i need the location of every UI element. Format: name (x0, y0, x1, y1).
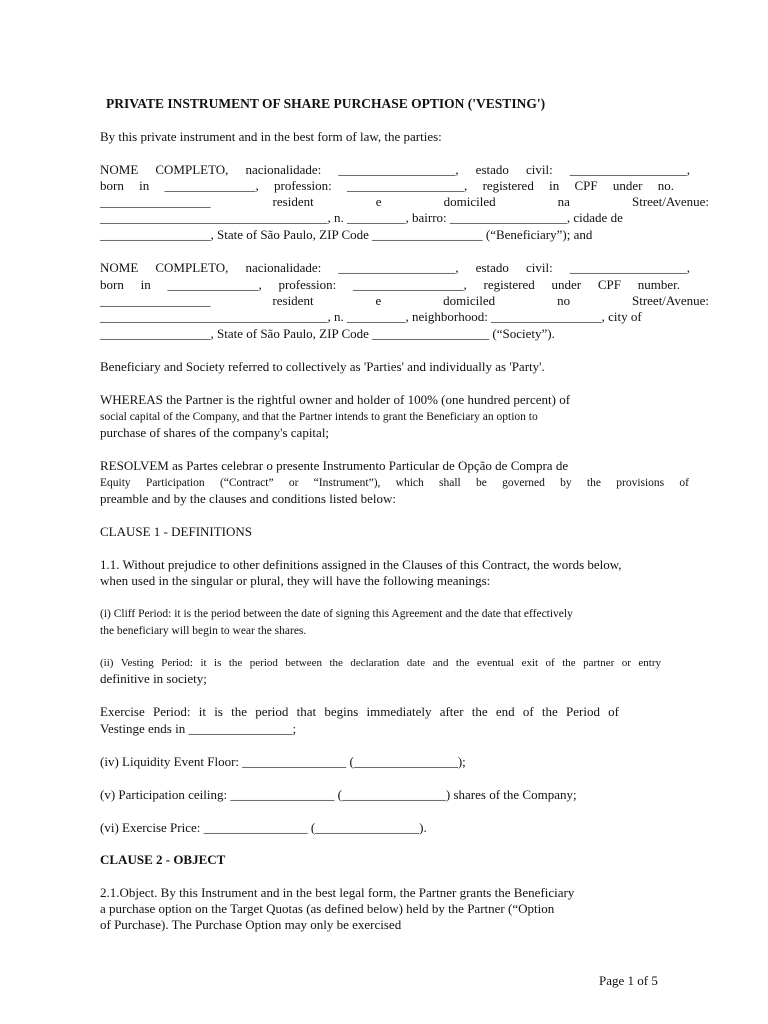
clause-1-1-line-2: when used in the singular or plural, they will have the following meanings: (100, 573, 491, 588)
clause-1-1-line-1: 1.1. Without prejudice to other definitions assigned in the Clauses of this Contract, the words below, (100, 557, 622, 572)
clause-2-1-line-3: of Purchase). The Purchase Option may only be exercised (100, 917, 402, 932)
definition-exercise-period-line-1: Exercise Period: it is the period that begins immediately after the end of the Period of (100, 704, 619, 719)
definition-exercise-price: (vi) Exercise Price: ________________ (________________). (100, 820, 427, 835)
document-title: PRIVATE INSTRUMENT OF SHARE PURCHASE OPTION ('VESTING') (106, 96, 546, 111)
definition-cliff-line-2: the beneficiary will begin to wear the shares. (100, 625, 307, 637)
whereas-line-2: social capital of the Company, and that the Partner intends to grant the Beneficiary an option to (100, 411, 538, 423)
definition-exercise-period-line-2: Vestinge ends in ________________; (100, 721, 297, 736)
party2-line-2: born in ______________, profession: _________________, registered under CPF number. (100, 277, 680, 292)
resolvem-line-3: preamble and by the clauses and conditions listed below: (100, 491, 397, 506)
clause-2-1-line-1: 2.1.Object. By this Instrument and in the best legal form, the Partner grants the Beneficiary (100, 885, 575, 900)
whereas-line-3: purchase of shares of the company's capital; (100, 425, 330, 440)
clause-2-1-line-2: a purchase option on the Target Quotas (as defined below) held by the Partner (“Option (100, 901, 555, 916)
party1-line-3: _________________ resident e domiciled na Street/Avenue: (100, 194, 709, 209)
party2-line-4: ___________________________________, n. _________, neighborhood: _________________, city of (100, 309, 642, 324)
party2-line-5: _________________, State of São Paulo, ZIP Code __________________ (“Society”). (100, 326, 555, 341)
definition-cliff-line-1: (i) Cliff Period: it is the period between the date of signing this Agreement and the date that effectively (100, 608, 573, 620)
whereas-line-1: WHEREAS the Partner is the rightful owner and holder of 100% (one hundred percent) of (100, 392, 571, 407)
definition-participation-ceiling: (v) Participation ceiling: ________________ (________________) shares of the Company; (100, 787, 577, 802)
intro-paragraph: By this private instrument and in the best form of law, the parties: (100, 129, 442, 144)
resolvem-line-2: Equity Participation (“Contract” or “Instrument”), which shall be governed by the provisions of (100, 477, 689, 489)
definition-liquidity-floor: (iv) Liquidity Event Floor: ________________ (________________); (100, 754, 466, 769)
parties-definition: Beneficiary and Society referred to collectively as 'Parties' and individually as 'Party'. (100, 359, 545, 374)
party1-line-5: _________________, State of São Paulo, ZIP Code _________________ (“Beneficiary”); and (100, 227, 593, 242)
party1-line-1: NOME COMPLETO, nacionalidade: __________________, estado civil: __________________, (100, 162, 690, 177)
party1-line-4: ___________________________________, n. _________, bairro: __________________, cidade de (100, 210, 623, 225)
page-number: Page 1 of 5 (599, 973, 658, 988)
resolvem-line-1: RESOLVEM as Partes celebrar o presente Instrumento Particular de Opção de Compra de (100, 458, 569, 473)
clause-1-heading: CLAUSE 1 - DEFINITIONS (100, 524, 253, 539)
definition-vesting-line-1: (ii) Vesting Period: it is the period between the declaration date and the eventual exit of the partner or entry (100, 657, 661, 669)
definition-vesting-line-2: definitive in society; (100, 671, 207, 686)
clause-2-heading: CLAUSE 2 - OBJECT (100, 852, 226, 867)
party1-line-2: born in ______________, profession: __________________, registered in CPF under no. (100, 178, 674, 193)
party2-line-1: NOME COMPLETO, nacionalidade: __________________, estado civil: __________________, (100, 260, 690, 275)
party2-line-3: _________________ resident e domiciled no Street/Avenue: (100, 293, 709, 308)
